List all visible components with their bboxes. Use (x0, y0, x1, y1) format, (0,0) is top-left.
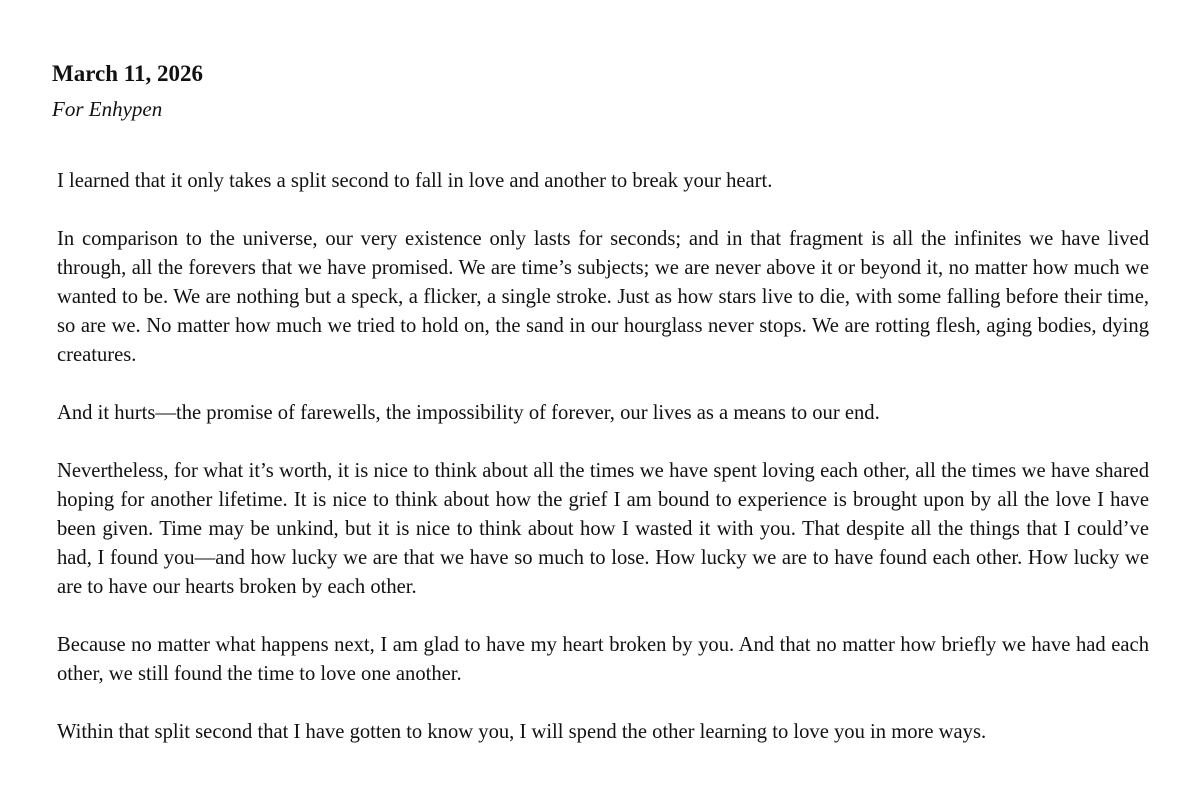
paragraph-4: Nevertheless, for what it’s worth, it is nice to think about all the times we have spent loving each other, all the times we have shared hoping for another lifetime. It is nice to think about how the grief I am bound to experience is brought upon by all the love I have been given. Time may be unkind, but it is nice to think about how I wasted it with you. That despite all the things that I could’ve had, I found you—and how lucky we are that we have so much to lose. How lucky we are to have found each other. How lucky we are to have our hearts broken by each other. (57, 460, 1149, 598)
letter-date: March 11, 2026 (52, 61, 203, 86)
paragraph-5: Because no matter what happens next, I am glad to have my heart broken by you. And that no matter how briefly we have had each other, we still found the time to love one another. (57, 634, 1149, 685)
letter-body (57, 167, 1149, 776)
paragraph-3: And it hurts—the promise of farewells, the impossibility of forever, our lives as a means to our end. (57, 402, 880, 424)
letter-dedication: For Enhypen (52, 97, 163, 121)
paragraph-1: I learned that it only takes a split second to fall in love and another to break your heart. (57, 170, 773, 192)
paragraph-2: In comparison to the universe, our very existence only lasts for seconds; and in that fragment is all the infinites we have lived through, all the forevers that we have promised. We are time’s subjects; we are never above it or beyond it, no matter how much we wanted to be. We are nothing but a speck, a flicker, a single stroke. Just as how stars live to die, with some falling before their time, so are we. No matter how much we tried to hold on, the sand in our hourglass never stops. We are rotting flesh, aging bodies, dying creatures. (57, 228, 1149, 366)
paragraph-6: Within that split second that I have gotten to know you, I will spend the other learning to love you in more ways. (57, 721, 987, 743)
